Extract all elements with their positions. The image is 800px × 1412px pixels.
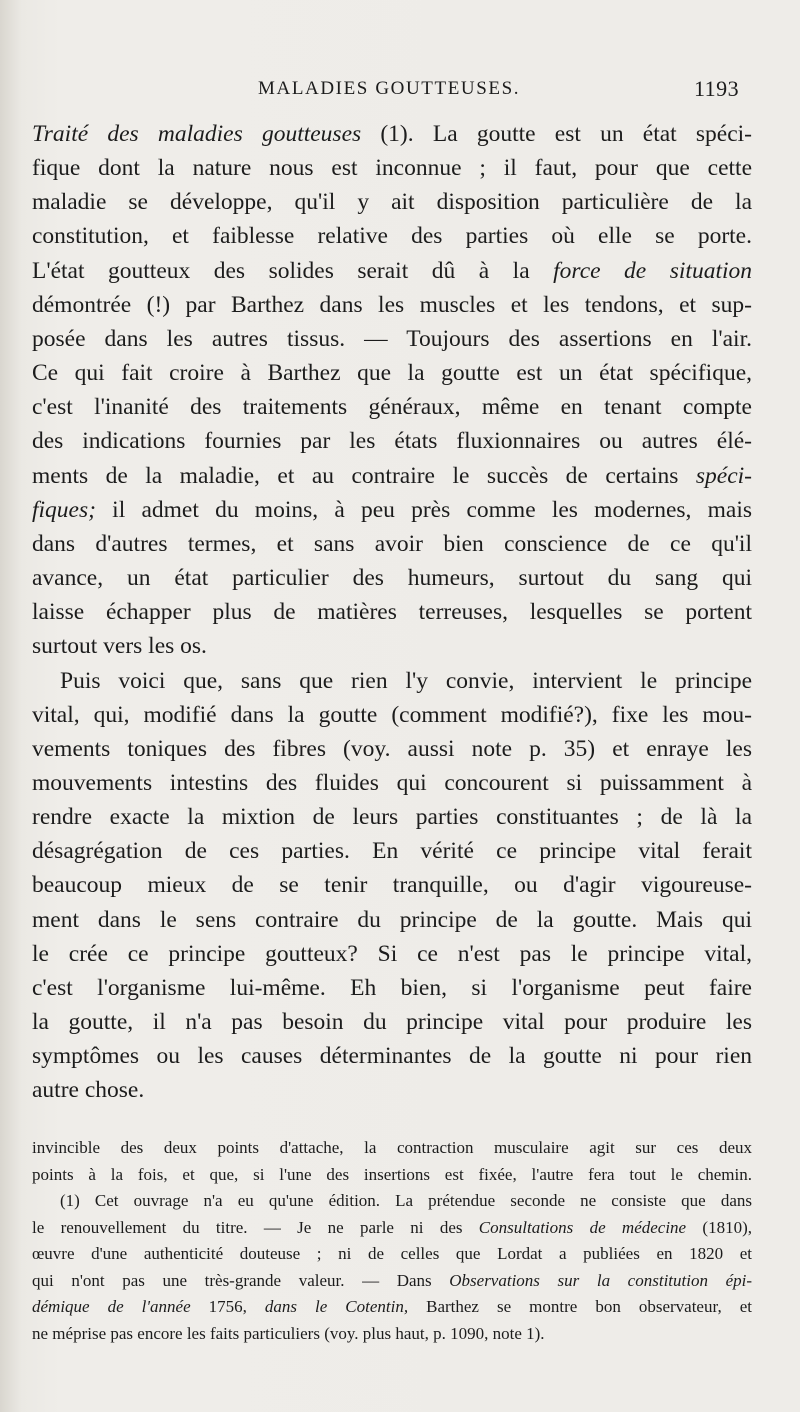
text-line: la goutte, il n'a pas besoin du principe vital pour produire les <box>32 1009 752 1036</box>
main-text <box>32 117 752 1108</box>
footnote-line: œuvre d'une authenticité douteuse ; ni de celles que Lordat a publiées en 1820 et <box>32 1244 752 1263</box>
text-line: beaucoup mieux de se tenir tranquille, ou d'agir vigoureuse- <box>32 872 752 899</box>
text-line: vital, qui, modifié dans la goutte (comment modifié?), fixe les mou- <box>32 701 752 728</box>
footnote-line: le renouvellement du titre. — Je ne parle ni des Consultations de médecine (1810), <box>32 1217 752 1237</box>
text-line: Ce qui fait croire à Barthez que la goutte est un état spécifique, <box>32 360 752 387</box>
page-number: 1193 <box>694 76 740 101</box>
text-line: fiques; il admet du moins, à peu près comme les modernes, mais <box>32 496 752 523</box>
text-line: surtout vers les os. <box>32 633 207 660</box>
text-line: maladie se développe, qu'il y ait disposition particulière de la <box>32 189 752 216</box>
text-line: des indications fournies par les états fluxionnaires ou autres élé- <box>32 428 752 455</box>
text-line: Traité des maladies goutteuses (1). La goutte est un état spéci- <box>32 121 753 147</box>
text-line: dans d'autres termes, et sans avoir bien conscience de ce qu'il <box>32 530 752 557</box>
text-line: autre chose. <box>32 1077 145 1104</box>
text-line: ments de la maladie, et au contraire le succès de certains spéci- <box>32 462 752 489</box>
text-line: posée dans les autres tissus. — Toujours des assertions en l'air. <box>32 325 752 352</box>
footnotes <box>32 1135 752 1347</box>
text-line: Puis voici que, sans que rien l'y convie, intervient le principe <box>60 667 752 694</box>
text-line: avance, un état particulier des humeurs, surtout du sang qui <box>32 565 752 592</box>
text-line: désagrégation de ces parties. En vérité ce principe vital ferait <box>32 838 752 865</box>
text-line: le crée ce principe goutteux? Si ce n'est pas le principe vital, <box>32 940 752 967</box>
running-title: MALADIES GOUTTEUSES. <box>258 78 521 99</box>
text-line: rendre exacte la mixtion de leurs parties constituantes ; de là la <box>32 804 752 831</box>
text-line: laisse échapper plus de matières terreuses, lesquelles se portent <box>32 599 752 626</box>
footnote-line: (1) Cet ouvrage n'a eu qu'une édition. La prétendue seconde ne consiste que dans <box>60 1191 752 1210</box>
footnote-line: qui n'ont pas une très-grande valeur. — Dans Observations sur la constitution épi- <box>32 1270 752 1290</box>
text-line: c'est l'inanité des traitements généraux, même en tenant compte <box>32 394 752 421</box>
text-line: démontrée (!) par Barthez dans les muscles et les tendons, et sup- <box>32 291 752 318</box>
text-line: mouvements intestins des fluides qui concourent si puissamment à <box>32 769 752 796</box>
footnote-line: ne méprise pas encore les faits particuliers (voy. plus haut, p. 1090, note 1). <box>32 1323 545 1343</box>
text-line: ment dans le sens contraire du principe de la goutte. Mais qui <box>32 906 752 933</box>
text-line: c'est l'organisme lui-même. Eh bien, si l'organisme peut faire <box>32 974 752 1001</box>
text-line: vements toniques des fibres (voy. aussi note p. 35) et enraye les <box>32 735 752 762</box>
text-line: constitution, et faiblesse relative des parties où elle se porte. <box>32 223 752 250</box>
footnote-line: points à la fois, et que, si l'une des insertions est fixée, l'autre fera tout le chemin. <box>32 1164 752 1184</box>
footnote-line: invincible des deux points d'attache, la contraction musculaire agit sur ces deux <box>32 1138 752 1157</box>
text-line: symptômes ou les causes déterminantes de la goutte ni pour rien <box>32 1043 752 1070</box>
footnote-line: démique de l'année 1756, dans le Cotentin, Barthez se montre bon observateur, et <box>32 1297 752 1316</box>
text-line: L'état goutteux des solides serait dû à la force de situation <box>32 257 752 284</box>
page-header <box>0 78 800 108</box>
text-line: fique dont la nature nous est inconnue ; il faut, pour que cette <box>32 155 752 182</box>
